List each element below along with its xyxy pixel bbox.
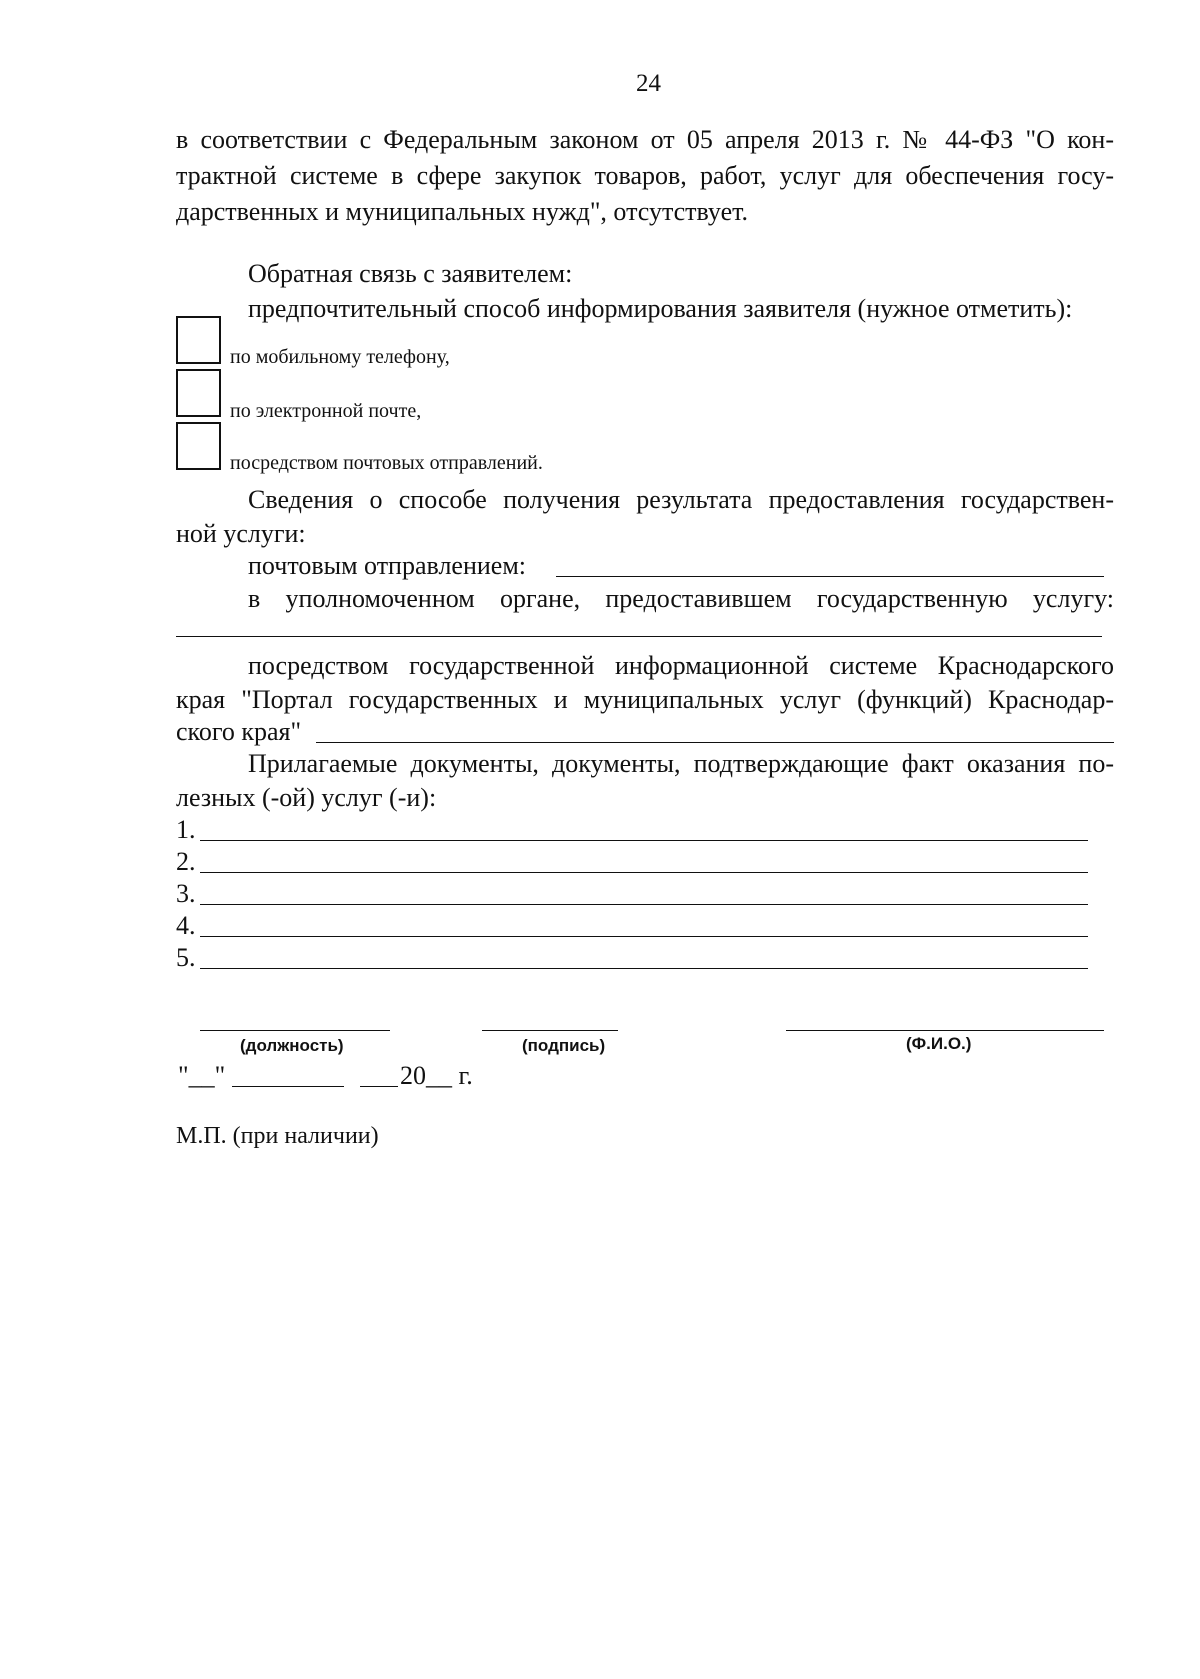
postal-label: почтовым отправлением:: [248, 551, 527, 580]
checkbox-email[interactable]: [176, 369, 221, 417]
postal-field-line[interactable]: [556, 576, 1104, 577]
page-number: 24: [636, 70, 661, 97]
attachment-item-4-line[interactable]: [200, 936, 1088, 937]
feedback-heading: Обратная связь с заявителем:: [248, 259, 573, 288]
name-caption: (Ф.И.О.): [906, 1034, 972, 1053]
option-email-label: по электронной почте,: [230, 400, 422, 422]
attachment-item-3-line[interactable]: [200, 904, 1088, 905]
date-month-line[interactable]: [232, 1086, 344, 1087]
portal-line-3: ского края": [176, 717, 302, 746]
position-field-line[interactable]: [200, 1030, 390, 1031]
result-line-1: Сведения о способе получения результата предоставления государствен-: [248, 485, 1114, 514]
stamp-label: М.П. (при наличии): [176, 1123, 379, 1149]
signature-field-line[interactable]: [482, 1030, 618, 1031]
portal-line-1: посредством государственной информационной системе Краснодарского: [248, 651, 1114, 680]
option-mobile-label: по мобильному телефону,: [230, 346, 450, 368]
name-field-line[interactable]: [786, 1030, 1104, 1031]
authority-label: в уполномоченном органе, предоставившем государственную услугу:: [248, 584, 1114, 613]
attachment-item-3-number: 3.: [176, 879, 196, 908]
portal-field-line[interactable]: [316, 742, 1114, 743]
intro-line-1: в соответствии с Федеральным законом от 05 апреля 2013 г. № 44-ФЗ "О кон-: [176, 125, 1114, 154]
checkbox-post[interactable]: [176, 422, 221, 470]
attachment-item-1-line[interactable]: [200, 840, 1088, 841]
attachment-item-5-line[interactable]: [200, 968, 1088, 969]
attachment-item-2-number: 2.: [176, 847, 196, 876]
result-line-2: ной услуги:: [176, 519, 306, 548]
date-year: 20__ г.: [400, 1061, 473, 1090]
signature-caption: (подпись): [522, 1036, 606, 1055]
attachment-item-1-number: 1.: [176, 815, 196, 844]
position-caption: (должность): [240, 1036, 344, 1055]
attachments-line-2: лезных (-ой) услуг (-и):: [176, 783, 437, 812]
option-post-label: посредством почтовых отправлений.: [230, 452, 543, 474]
intro-line-2: трактной системе в сфере закупок товаров, работ, услуг для обеспечения госу-: [176, 161, 1114, 190]
portal-line-2: края "Портал государственных и муниципальных услуг (функций) Краснодар-: [176, 685, 1114, 714]
date-day: "__": [178, 1061, 226, 1090]
date-extra-line[interactable]: [360, 1086, 398, 1087]
attachment-item-4-number: 4.: [176, 911, 196, 940]
intro-line-3: дарственных и муниципальных нужд", отсутствует.: [176, 197, 749, 226]
authority-field-line[interactable]: [176, 636, 1102, 637]
checkbox-mobile[interactable]: [176, 316, 221, 364]
feedback-prompt: предпочтительный способ информирования заявителя (нужное отметить):: [248, 294, 1073, 323]
attachment-item-2-line[interactable]: [200, 872, 1088, 873]
attachments-line-1: Прилагаемые документы, документы, подтверждающие факт оказания по-: [248, 749, 1114, 778]
attachment-item-5-number: 5.: [176, 943, 196, 972]
